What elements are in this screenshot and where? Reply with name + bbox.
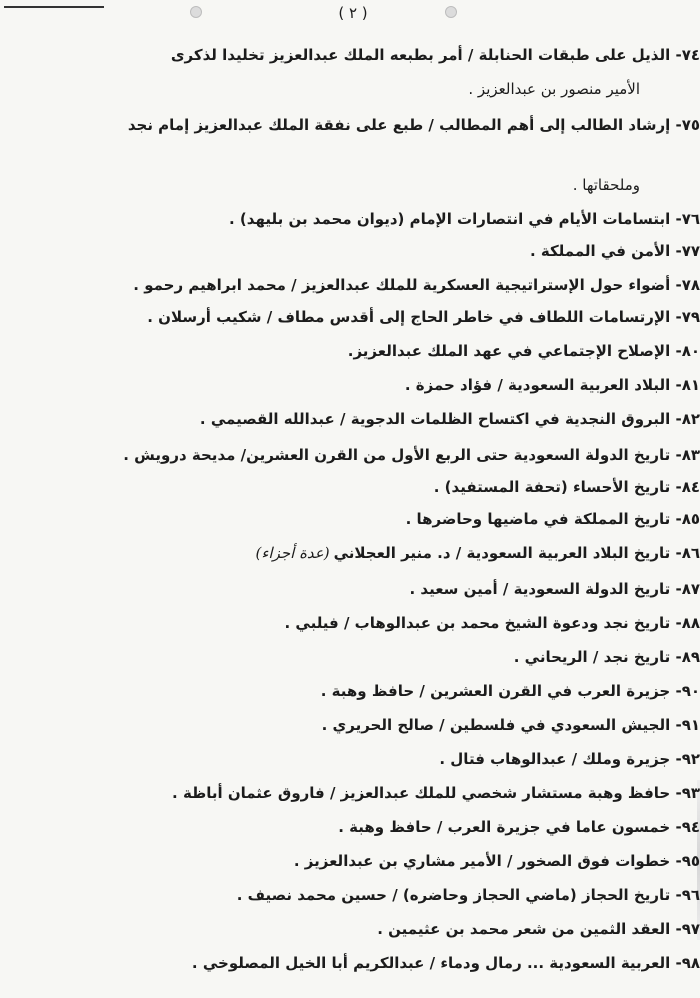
list-item-text: ٨٣- تاريخ الدولة السعودية حتى الربع الأول من القرن العشرين/ مديحة درويش .	[123, 446, 700, 464]
list-item-text: ٩٢- جزيرة وملك / عبدالوهاب فتال .	[439, 750, 700, 768]
list-item	[8, 918, 700, 940]
list-item-text: ٧٧- الأمن في المملكة .	[529, 242, 700, 260]
list-item	[8, 44, 700, 66]
list-item-text: ٩٠- جزيرة العرب في القرن العشرين / حافظ وهبة .	[320, 682, 700, 700]
list-item-text: ٨٠- الإصلاح الإجتماعي في عهد الملك عبدالعزيز.	[347, 342, 700, 360]
list-item	[8, 748, 700, 770]
list-item-text: ٨٩- تاريخ نجد / الريحاني .	[513, 648, 700, 666]
list-item	[8, 578, 700, 600]
list-item-text: ٧٨- أضواء حول الإستراتيجية العسكرية للملك عبدالعزيز / محمد ابراهيم رحمو .	[133, 276, 700, 294]
list-item-text: ٩٦- تاريخ الحجاز (ماضي الحجاز وحاضره) / حسين محمد نصيف .	[236, 886, 700, 904]
list-item-text: ٩٤- خمسون عاما في جزيرة العرب / حافظ وهبة .	[338, 818, 700, 836]
list-item-text: ٧٩- الإرتسامات اللطاف في خاطر الحاج إلى أقدس مطاف / شكيب أرسلان .	[147, 308, 700, 326]
list-item	[8, 208, 700, 230]
list-item-text: ٧٦- ابتسامات الأيام في انتصارات الإمام (ديوان محمد بن بليهد) .	[229, 210, 700, 228]
list-item-text: وملحقاتها .	[572, 176, 640, 194]
list-item	[8, 476, 700, 498]
list-item-text: ٩٨- العربية السعودية ... رمال ودماء / عبدالكريم أبا الخيل المصلوخي .	[191, 954, 700, 972]
list-item-text: ٧٥- إرشاد الطالب إلى أهم المطالب / طبع على نفقة الملك عبدالعزيز إمام نجد	[127, 116, 700, 134]
page-number: ( ٢ )	[338, 4, 368, 22]
list-item	[8, 884, 700, 906]
list-item	[8, 782, 700, 804]
list-item-continuation	[20, 78, 640, 100]
list-item-text: ٨٤- تاريخ الأحساء (تحفة المستفيد) .	[433, 478, 700, 496]
list-item-text: ٨١- البلاد العربية السعودية / فؤاد حمزة .	[404, 376, 700, 394]
list-item	[8, 444, 700, 466]
list-item-text: الأمير منصور بن عبدالعزيز .	[468, 80, 640, 98]
handwritten-note: (عدة أجزاء)	[255, 544, 330, 562]
list-item	[8, 714, 700, 736]
list-item	[8, 306, 700, 328]
list-item	[8, 612, 700, 634]
list-item	[8, 646, 700, 668]
list-item	[8, 680, 700, 702]
list-item	[8, 508, 700, 530]
list-item-text: ٨٥- تاريخ المملكة في ماضيها وحاضرها .	[405, 510, 700, 528]
list-item	[8, 374, 700, 396]
list-item	[8, 952, 700, 974]
list-item	[8, 240, 700, 262]
list-item-text: ٩١- الجيش السعودي في فلسطين / صالح الحريري .	[321, 716, 700, 734]
list-item-text: ٨٨- تاريخ نجد ودعوة الشيخ محمد بن عبدالوهاب / فيلبي .	[284, 614, 700, 632]
list-item	[8, 850, 700, 872]
list-item-text: ٨٢- البروق النجدية في اكتساح الظلمات الدجوية / عبدالله القصيمي .	[199, 410, 700, 428]
list-item	[8, 274, 700, 296]
list-item-text: ٩٣- حافظ وهبة مستشار شخصي للملك عبدالعزيز / فاروق عثمان أباظة .	[172, 784, 700, 802]
list-item-text: ٩٧- العقد الثمين من شعر محمد بن عثيمين .	[377, 920, 700, 938]
list-item-text: ٩٥- خطوات فوق الصخور / الأمير مشاري بن عبدالعزيز .	[293, 852, 700, 870]
list-item	[8, 408, 700, 430]
list-item	[8, 816, 700, 838]
punch-hole-right	[445, 6, 457, 18]
list-item	[8, 340, 700, 362]
top-rule-line	[4, 6, 104, 8]
list-item	[8, 542, 700, 564]
list-item-text: ٨٦- تاريخ البلاد العربية السعودية / د. منير العجلاني	[333, 544, 700, 562]
list-item	[8, 114, 700, 136]
list-item-text: ٨٧- تاريخ الدولة السعودية / أمين سعيد .	[409, 580, 700, 598]
list-item-text: ٧٤- الذيل على طبقات الحنابلة / أمر بطبعه الملك عبدالعزيز تخليدا لذكرى	[170, 46, 700, 64]
punch-hole-left	[190, 6, 202, 18]
list-item-continuation	[20, 174, 640, 196]
